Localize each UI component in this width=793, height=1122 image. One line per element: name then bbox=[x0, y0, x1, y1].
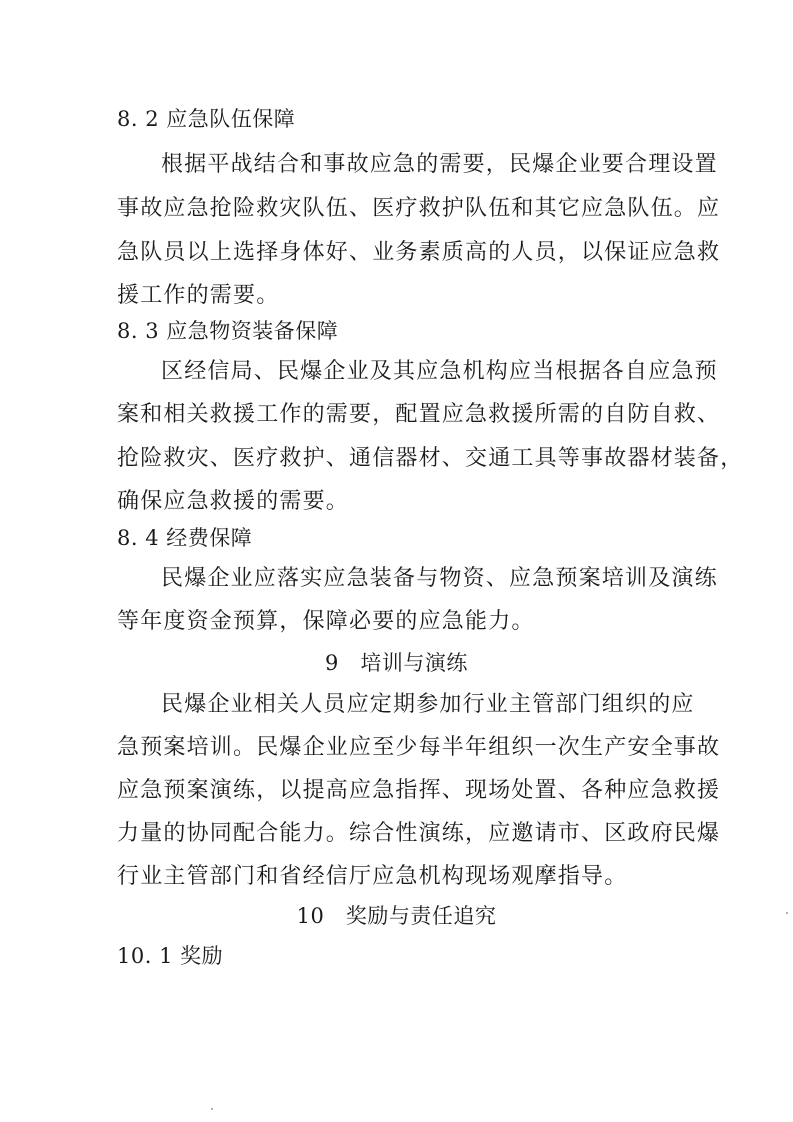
scan-speck bbox=[211, 1108, 213, 1110]
section-8-4-heading: 8. 4 经费保障 bbox=[117, 526, 253, 550]
section-8-2-heading: 8. 2 应急队伍保障 bbox=[117, 107, 296, 131]
paragraph-line: 区经信局、民爆企业及其应急机构应当根据各自应急预 bbox=[161, 359, 718, 384]
paragraph-line: 根据平战结合和事故应急的需要，民爆企业要合理设置 bbox=[161, 152, 718, 177]
paragraph-line: 应急预案演练，以提高应急指挥、现场处置、各种应急救援 bbox=[117, 778, 721, 803]
paragraph-line: 抢险救灾、医疗救护、通信器材、交通工具等事故器材装备， bbox=[117, 446, 744, 471]
paragraph-line: 民爆企业相关人员应定期参加行业主管部门组织的应 bbox=[161, 692, 695, 717]
paragraph-line: 事故应急抢险救灾队伍、医疗救护队伍和其它应急队伍。应 bbox=[117, 196, 721, 221]
paragraph-line: 援工作的需要。 bbox=[117, 283, 280, 308]
section-10-1-heading: 10. 1 奖励 bbox=[117, 944, 224, 968]
paragraph-line: 案和相关救援工作的需要，配置应急救援所需的自防自救、 bbox=[117, 402, 721, 427]
section-9-heading: 9 培训与演练 bbox=[325, 651, 468, 675]
paragraph-line: 急队员以上选择身体好、业务素质高的人员，以保证应急救 bbox=[117, 240, 721, 265]
paragraph-line: 行业主管部门和省经信厅应急机构现场观摩指导。 bbox=[117, 864, 628, 889]
section-8-3-heading: 8. 3 应急物资装备保障 bbox=[117, 319, 339, 343]
scan-speck bbox=[786, 912, 788, 914]
paragraph-line: 急预案培训。民爆企业应至少每半年组织一次生产安全事故 bbox=[117, 735, 721, 760]
paragraph-line: 力量的协同配合能力。综合性演练，应邀请市、区政府民爆 bbox=[117, 821, 721, 846]
section-10-heading: 10 奖励与责任追究 bbox=[296, 904, 497, 928]
paragraph-line: 等年度资金预算，保障必要的应急能力。 bbox=[117, 609, 535, 634]
paragraph-line: 确保应急救援的需要。 bbox=[117, 489, 350, 514]
paragraph-line: 民爆企业应落实应急装备与物资、应急预案培训及演练 bbox=[161, 566, 718, 591]
